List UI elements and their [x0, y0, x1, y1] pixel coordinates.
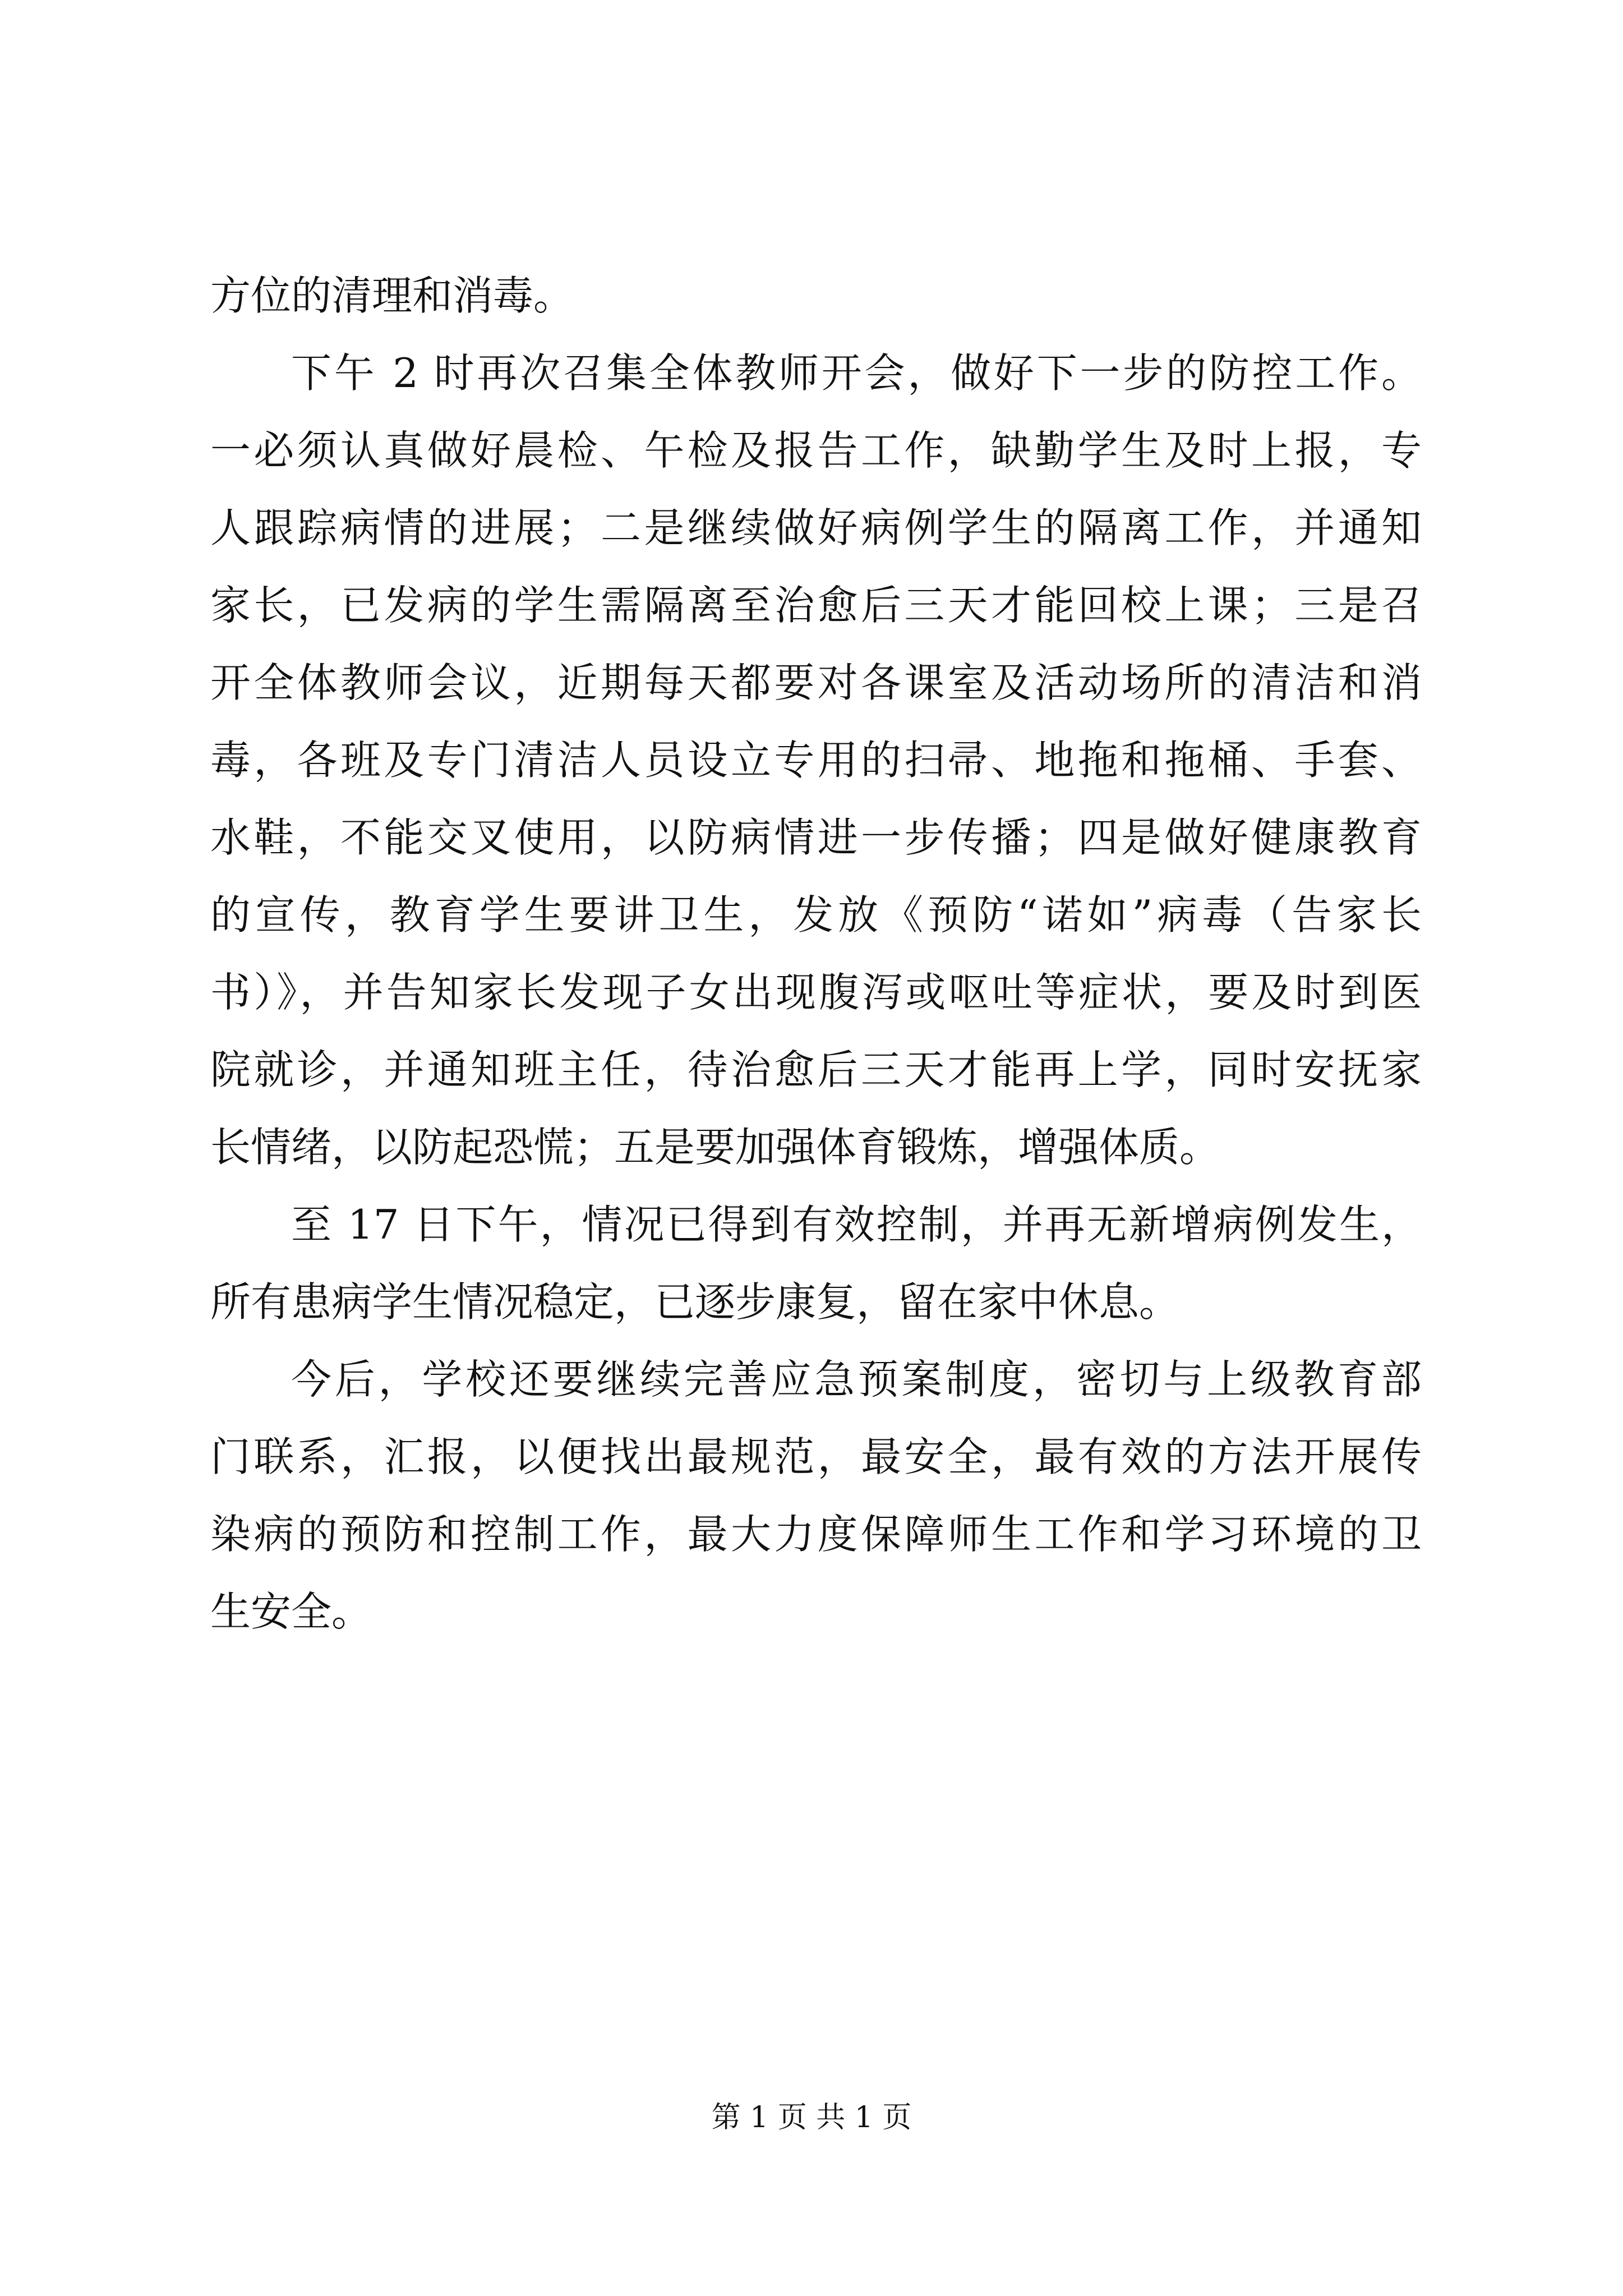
- text-line: 毒，各班及专门清洁人员设立专用的扫帚、地拖和拖桶、手套、: [210, 737, 1422, 784]
- text-line: 染病的预防和控制工作，最大力度保障师生工作和学习环境的卫: [210, 1511, 1422, 1558]
- text-line: 所有患病学生情况稳定，已逐步康复，留在家中休息。: [210, 1278, 1180, 1326]
- text-line: 的宣传，教育学生要讲卫生，发放《预防“诺如”病毒（告家长: [210, 891, 1422, 938]
- page-number-footer: 第 1 页 共 1 页: [711, 2101, 912, 2134]
- text-line: 书）》，并告知家长发现子女出现腹泻或呕吐等症状，要及时到医: [210, 969, 1422, 1016]
- document-body: [210, 257, 1422, 1650]
- text-line: 至 17 日下午，情况已得到有效控制，并再无新增病例发生，: [291, 1201, 1422, 1248]
- text-line: 水鞋，不能交叉使用，以防病情进一步传播；四是做好健康教育: [210, 814, 1422, 861]
- text-line: 方位的清理和消毒。: [210, 272, 574, 319]
- text-line: 生安全。: [210, 1588, 372, 1635]
- text-line: 开全体教师会议，近期每天都要对各课室及活动场所的清洁和消: [210, 659, 1422, 706]
- text-line: 下午 2 时再次召集全体教师开会，做好下一步的防控工作。: [291, 349, 1422, 397]
- text-line: 今后，学校还要继续完善应急预案制度，密切与上级教育部: [291, 1356, 1422, 1403]
- text-line: 家长，已发病的学生需隔离至治愈后三天才能回校上课；三是召: [210, 582, 1422, 629]
- text-line: 长情绪，以防起恐慌；五是要加强体育锻炼，增强体质。: [210, 1124, 1220, 1171]
- text-line: 人跟踪病情的进展；二是继续做好病例学生的隔离工作，并通知: [210, 504, 1422, 551]
- text-line: 门联系，汇报，以便找出最规范，最安全，最有效的方法开展传: [210, 1433, 1422, 1480]
- text-line: 一必须认真做好晨检、午检及报告工作，缺勤学生及时上报，专: [210, 427, 1422, 474]
- text-line: 院就诊，并通知班主任，待治愈后三天才能再上学，同时安抚家: [210, 1046, 1422, 1093]
